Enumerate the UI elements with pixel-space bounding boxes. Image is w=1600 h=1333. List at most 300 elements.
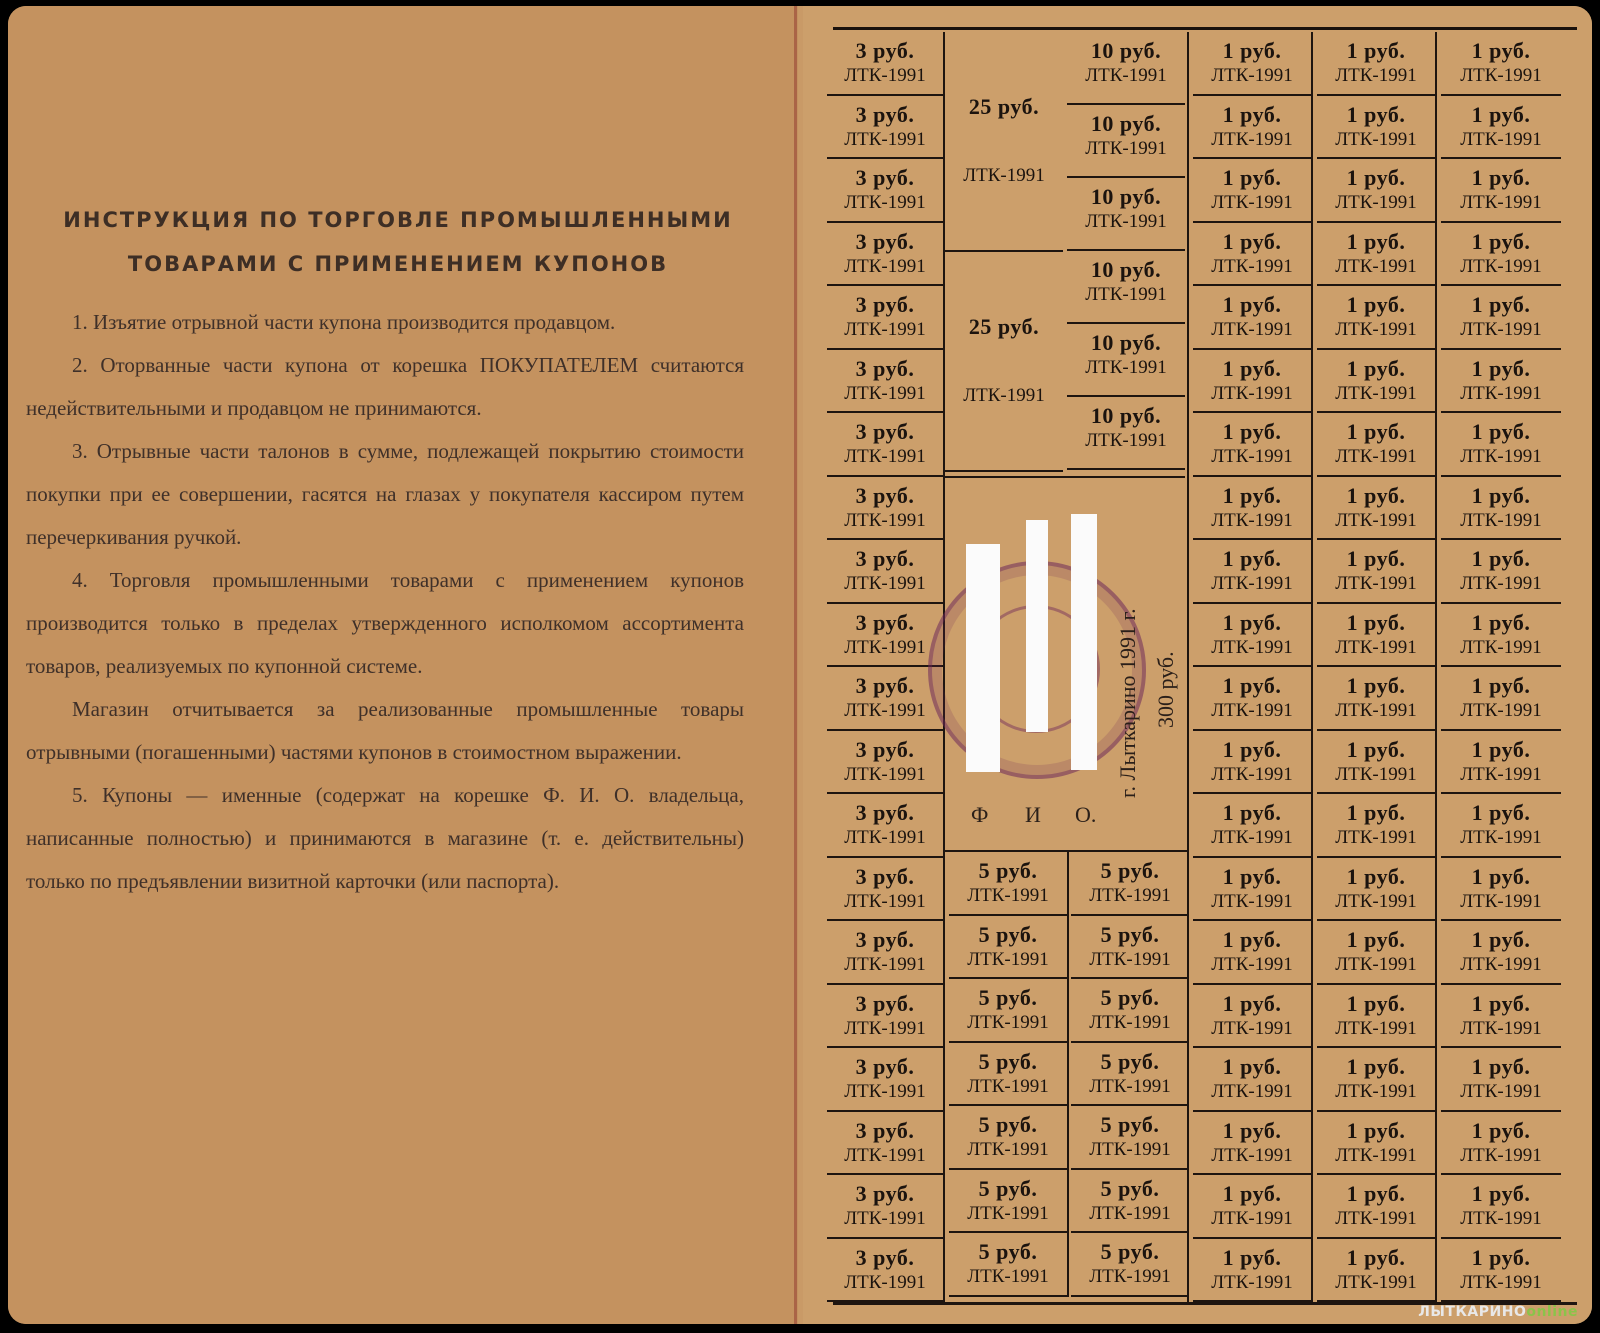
coupon-denomination: 10 руб.: [1090, 330, 1162, 355]
coupon-5rub: [949, 1043, 1069, 1107]
coupon-1rub: [1441, 223, 1561, 287]
coupon-series: ЛТК-1991: [1211, 1017, 1293, 1039]
coupon-3rub: [827, 1239, 945, 1303]
coupon-denomination: 5 руб.: [978, 1048, 1038, 1074]
coupon-series: ЛТК-1991: [967, 885, 1049, 906]
coupon-denomination: 25 руб.: [968, 94, 1040, 119]
coupon-denomination: 3 руб.: [855, 101, 915, 127]
coupon-denomination: 1 руб.: [1471, 38, 1531, 63]
coupon-denomination: 1 руб.: [1471, 419, 1531, 444]
coupon-denomination: 1 руб.: [1222, 736, 1282, 762]
coupon-series: ЛТК-1991: [1335, 509, 1417, 531]
coupon-3rub: [827, 985, 945, 1049]
instruction-paragraph-2: 2. Оторванные части купона от корешка ПОКУПАТЕЛЕМ считаются недействительными и продавцом не принимаются.: [26, 353, 744, 420]
coupon-denomination: 1 руб.: [1222, 101, 1282, 127]
coupon-5rub: [949, 916, 1069, 980]
coupon-series: ЛТК-1991: [1335, 192, 1417, 213]
coupon-series: ЛТК-1991: [1211, 890, 1293, 912]
coupon-series: ЛТК-1991: [967, 1202, 1049, 1224]
coupon-denomination: 1 руб.: [1346, 990, 1406, 1016]
coupon-1rub: [1317, 1112, 1437, 1176]
coupon-series: ЛТК-1991: [1335, 954, 1417, 975]
coupon-denomination: 10 руб.: [1090, 38, 1162, 63]
coupon-denomination: 3 руб.: [855, 863, 915, 889]
coupon-denomination: 1 руб.: [1471, 736, 1531, 762]
coupon-1rub: [1317, 32, 1437, 96]
coupon-series: ЛТК-1991: [1460, 1081, 1542, 1102]
coupon-denomination: 1 руб.: [1222, 609, 1282, 635]
coupon-denomination: 1 руб.: [1471, 101, 1531, 127]
coupon-series: ЛТК-1991: [844, 954, 926, 975]
coupon-1rub: [1193, 540, 1313, 604]
coupon-denomination: 10 руб.: [1090, 184, 1162, 209]
coupon-1rub: [1441, 1239, 1561, 1303]
coupon-3rub: [827, 286, 945, 350]
coupon-denomination: 3 руб.: [855, 165, 915, 190]
coupon-1rub: [1317, 540, 1437, 604]
coupon-denomination: 1 руб.: [1346, 1054, 1406, 1079]
instruction-paragraph-6: 5. Купоны — именные (содержат на корешке Ф. И. О. владельца, написанные полностью) и принимаются в магазине (т. е. действительны) только по предъявлении визитной карточки (или паспорта).: [26, 783, 744, 893]
coupon-denomination: 5 руб.: [978, 1239, 1038, 1264]
coupon-series: ЛТК-1991: [844, 1081, 926, 1102]
coupon-denomination: 5 руб.: [1100, 1112, 1160, 1137]
coupon-series: ЛТК-1991: [1211, 636, 1293, 658]
coupon-1rub: [1193, 1175, 1313, 1239]
coupon-series: ЛТК-1991: [963, 165, 1045, 186]
coupon-denomination: 3 руб.: [855, 927, 915, 952]
coupon-denomination: 1 руб.: [1222, 800, 1282, 825]
coupon-5rub: [1071, 1043, 1189, 1107]
coupon-1rub: [1317, 858, 1437, 922]
title-line-2: ТОВАРАМИ С ПРИМЕНЕНИЕМ КУПОНОВ: [127, 252, 669, 276]
coupon-5rub: [949, 979, 1069, 1043]
coupon-series: ЛТК-1991: [1335, 65, 1417, 86]
coupon-1rub: [1193, 1112, 1313, 1176]
coupon-denomination: 5 руб.: [1100, 921, 1160, 947]
coupon-denomination: 1 руб.: [1222, 863, 1282, 889]
coupon-5rub: [1071, 1233, 1189, 1297]
coupon-series: ЛТК-1991: [1085, 211, 1167, 232]
fio-i: И: [1025, 802, 1041, 827]
coupon-denomination: 3 руб.: [855, 38, 915, 63]
coupon-series: ЛТК-1991: [1460, 700, 1542, 721]
coupon-series: ЛТК-1991: [1211, 1081, 1293, 1102]
coupon-denomination: 1 руб.: [1471, 165, 1531, 190]
instructions-title: [38, 198, 758, 286]
column-rule: [1187, 32, 1189, 1302]
coupon-series: ЛТК-1991: [1089, 1075, 1171, 1097]
coupon-denomination: 3 руб.: [855, 990, 915, 1016]
coupon-series: ЛТК-1991: [1211, 954, 1293, 975]
coupon-denomination: 5 руб.: [1100, 858, 1160, 883]
coupon-series: ЛТК-1991: [1335, 636, 1417, 658]
instructions-text: [26, 301, 744, 903]
coupon-series: ЛТК-1991: [844, 128, 926, 150]
coupon-series: ЛТК-1991: [1211, 509, 1293, 531]
coupon-1rub: [1441, 604, 1561, 668]
coupon-series: ЛТК-1991: [1211, 1144, 1293, 1166]
coupon-series: ЛТК-1991: [1211, 382, 1293, 404]
coupon-denomination: 1 руб.: [1222, 1054, 1282, 1079]
coupon-series: ЛТК-1991: [1211, 827, 1293, 848]
coupon-series: ЛТК-1991: [1335, 890, 1417, 912]
coupon-10rub: [1067, 251, 1185, 324]
coupon-5rub: [1071, 979, 1189, 1043]
coupon-5rub: [949, 852, 1069, 916]
coupon-series: ЛТК-1991: [1460, 1208, 1542, 1229]
coupon-denomination: 1 руб.: [1222, 1181, 1282, 1206]
coupon-series: ЛТК-1991: [1211, 573, 1293, 594]
coupon-1rub: [1193, 96, 1313, 160]
coupon-series: ЛТК-1991: [844, 700, 926, 721]
stub-bottom-rule: [945, 850, 1189, 852]
instruction-paragraph-5: Магазин отчитывается за реализованные промышленные товары отрывными (погашенными) частями купонов в стоимостном выражении.: [26, 697, 744, 764]
coupon-denomination: 1 руб.: [1346, 165, 1406, 190]
coupon-denomination: 1 руб.: [1346, 800, 1406, 825]
coupon-denomination: 1 руб.: [1471, 990, 1531, 1016]
fold-line: [794, 6, 797, 1324]
coupon-1rub: [1441, 1175, 1561, 1239]
coupon-grid-top-rule: [833, 27, 1577, 30]
coupon-1rub: [1193, 32, 1313, 96]
instruction-paragraph-3: 3. Отрывные части талонов в сумме, подлежащей покрытию стоимости покупки при ее совершении, гасятся на глазах у покупателя кассиром путем перечеркивания ручкой.: [26, 439, 744, 549]
coupon-3rub: [827, 96, 945, 160]
coupon-denomination: 3 руб.: [855, 800, 915, 825]
coupon-series: ЛТК-1991: [1211, 255, 1293, 277]
coupon-series: ЛТК-1991: [1460, 827, 1542, 848]
coupon-series: ЛТК-1991: [1085, 357, 1167, 378]
coupon-3rub: [827, 604, 945, 668]
coupon-5rub: [1071, 1106, 1189, 1170]
coupon-denomination: 1 руб.: [1346, 546, 1406, 571]
coupon-1rub: [1193, 1048, 1313, 1112]
coupon-series: ЛТК-1991: [1211, 65, 1293, 86]
coupon-series: ЛТК-1991: [844, 1208, 926, 1229]
coupon-series: ЛТК-1991: [1335, 128, 1417, 150]
coupon-series: ЛТК-1991: [844, 446, 926, 467]
coupon-series: ЛТК-1991: [1335, 1208, 1417, 1229]
coupon-series: ЛТК-1991: [1335, 446, 1417, 467]
coupon-1rub: [1317, 96, 1437, 160]
coupon-1rub: [1441, 794, 1561, 858]
coupon-denomination: 1 руб.: [1222, 419, 1282, 444]
coupon-1rub: [1441, 159, 1561, 223]
coupon-1rub: [1317, 604, 1437, 668]
coupon-series: ЛТК-1991: [844, 509, 926, 531]
coupon-1rub: [1441, 921, 1561, 985]
coupon-3rub: [827, 1112, 945, 1176]
coupon-denomination: 25 руб.: [968, 314, 1040, 339]
coupon-denomination: 1 руб.: [1346, 1244, 1406, 1270]
coupon-series: ЛТК-1991: [1460, 255, 1542, 277]
instruction-paragraph-1: 1. Изъятие отрывной части купона производится продавцом.: [72, 310, 616, 334]
coupon-series: ЛТК-1991: [1335, 1144, 1417, 1166]
coupon-denomination: 3 руб.: [855, 419, 915, 444]
coupon-1rub: [1317, 985, 1437, 1049]
coupon-denomination: 1 руб.: [1471, 1054, 1531, 1079]
coupon-1rub: [1193, 794, 1313, 858]
coupon-series: ЛТК-1991: [844, 573, 926, 594]
coupon-10rub: [1067, 397, 1185, 470]
coupon-1rub: [1193, 477, 1313, 541]
coupon-denomination: 1 руб.: [1471, 863, 1531, 889]
coupon-1rub: [1317, 1175, 1437, 1239]
coupon-denomination: 5 руб.: [978, 858, 1038, 883]
coupon-series: ЛТК-1991: [967, 1075, 1049, 1097]
coupon-denomination: 1 руб.: [1346, 609, 1406, 635]
coupon-denomination: 1 руб.: [1222, 990, 1282, 1016]
coupon-1rub: [1193, 858, 1313, 922]
coupon-series: ЛТК-1991: [844, 382, 926, 404]
coupon-denomination: 1 руб.: [1222, 927, 1282, 952]
coupon-series: ЛТК-1991: [1460, 573, 1542, 594]
coupon-denomination: 1 руб.: [1222, 546, 1282, 571]
coupon-series: ЛТК-1991: [1089, 948, 1171, 970]
coupon-denomination: 1 руб.: [1471, 1244, 1531, 1270]
coupon-denomination: 1 руб.: [1471, 1181, 1531, 1206]
coupon-5rub: [1071, 1170, 1189, 1234]
coupon-denomination: 1 руб.: [1346, 736, 1406, 762]
stub-city-date: г. Лыткарино 1991 г.: [1115, 608, 1140, 798]
coupon-5rub: [949, 1233, 1069, 1297]
coupon-25rub: [945, 32, 1063, 252]
instruction-paragraph-4: 4. Торговля промышленными товарами с применением купонов производится только в пределах утвержденного исполкомом ассортимента товаров, реализуемых по купонной системе.: [26, 568, 744, 678]
coupon-series: ЛТК-1991: [1460, 763, 1542, 785]
coupon-series: ЛТК-1991: [1335, 1017, 1417, 1039]
coupon-1rub: [1441, 477, 1561, 541]
coupon-denomination: 5 руб.: [1100, 1239, 1160, 1264]
coupon-series: ЛТК-1991: [967, 1139, 1049, 1160]
coupon-series: ЛТК-1991: [1089, 1202, 1171, 1224]
coupon-1rub: [1193, 286, 1313, 350]
coupon-denomination: 3 руб.: [855, 1117, 915, 1143]
coupon-denomination: 1 руб.: [1471, 482, 1531, 508]
coupon-series: ЛТК-1991: [1211, 1208, 1293, 1229]
coupon-1rub: [1441, 540, 1561, 604]
coupon-series: ЛТК-1991: [1085, 284, 1167, 305]
coupon-series: ЛТК-1991: [963, 385, 1045, 406]
coupon-1rub: [1193, 921, 1313, 985]
coupon-3rub: [827, 350, 945, 414]
coupon-denomination: 5 руб.: [1100, 1048, 1160, 1074]
coupon-3rub: [827, 32, 945, 96]
coupon-series: ЛТК-1991: [1211, 1271, 1293, 1293]
coupon-3rub: [827, 858, 945, 922]
coupon-10rub: [1067, 32, 1185, 105]
instructions-panel: [8, 6, 798, 1324]
coupon-5rub: [1071, 916, 1189, 980]
coupon-3rub: [827, 794, 945, 858]
coupon-1rub: [1441, 1112, 1561, 1176]
coupon-series: ЛТК-1991: [1089, 1139, 1171, 1160]
coupon-1rub: [1193, 159, 1313, 223]
coupon-1rub: [1193, 731, 1313, 795]
coupon-1rub: [1441, 32, 1561, 96]
coupon-3rub: [827, 159, 945, 223]
coupon-series: ЛТК-1991: [1460, 1017, 1542, 1039]
coupon-1rub: [1317, 223, 1437, 287]
coupon-series: ЛТК-1991: [844, 1271, 926, 1293]
coupon-denomination: 3 руб.: [855, 292, 915, 317]
coupon-series: ЛТК-1991: [1460, 1271, 1542, 1293]
fio-f: Ф: [971, 802, 989, 827]
coupon-1rub: [1441, 350, 1561, 414]
coupon-series: ЛТК-1991: [1335, 1081, 1417, 1102]
coupon-denomination: 10 руб.: [1090, 403, 1162, 428]
coupon-denomination: 3 руб.: [855, 228, 915, 254]
coupon-1rub: [1317, 286, 1437, 350]
coupon-denomination: 1 руб.: [1222, 292, 1282, 317]
coupon-series: ЛТК-1991: [1460, 890, 1542, 912]
coupon-1rub: [1317, 794, 1437, 858]
coupon-denomination: 1 руб.: [1346, 1181, 1406, 1206]
coupon-series: ЛТК-1991: [1335, 573, 1417, 594]
coupon-1rub: [1441, 413, 1561, 477]
coupon-denomination: 5 руб.: [1100, 985, 1160, 1010]
coupon-denomination: 5 руб.: [978, 1175, 1038, 1201]
coupon-denomination: 1 руб.: [1471, 355, 1531, 381]
coupon-1rub: [1317, 477, 1437, 541]
coupon-denomination: 1 руб.: [1346, 927, 1406, 952]
coupon-denomination: 1 руб.: [1222, 1117, 1282, 1143]
redaction-bar: [1071, 514, 1097, 770]
watermark-brand: ЛЫТКАРИНО: [1418, 1304, 1527, 1320]
coupon-1rub: [1317, 1048, 1437, 1112]
coupon-denomination: 1 руб.: [1346, 482, 1406, 508]
coupon-denomination: 1 руб.: [1471, 673, 1531, 698]
coupon-denomination: 1 руб.: [1471, 228, 1531, 254]
coupon-series: ЛТК-1991: [1211, 192, 1293, 213]
coupon-series: ЛТК-1991: [967, 1266, 1049, 1287]
redaction-bar: [1026, 520, 1048, 732]
coupon-series: ЛТК-1991: [1211, 319, 1293, 340]
coupon-3rub: [827, 540, 945, 604]
coupon-denomination: 1 руб.: [1346, 1117, 1406, 1143]
coupon-grid: [803, 6, 1592, 1324]
coupon-denomination: 1 руб.: [1346, 863, 1406, 889]
coupon-1rub: [1441, 286, 1561, 350]
coupon-1rub: [1317, 350, 1437, 414]
coupon-series: ЛТК-1991: [844, 827, 926, 848]
coupon-series: ЛТК-1991: [1460, 65, 1542, 86]
coupon-denomination: 1 руб.: [1222, 165, 1282, 190]
coupon-3rub: [827, 921, 945, 985]
coupon-denomination: 1 руб.: [1222, 355, 1282, 381]
coupon-series: ЛТК-1991: [844, 255, 926, 277]
coupon-series: ЛТК-1991: [1335, 255, 1417, 277]
coupon-series: ЛТК-1991: [1085, 430, 1167, 451]
coupon-1rub: [1193, 985, 1313, 1049]
coupon-denomination: 1 руб.: [1471, 800, 1531, 825]
coupon-1rub: [1193, 1239, 1313, 1303]
coupon-series: ЛТК-1991: [844, 890, 926, 912]
fio-o: О.: [1075, 802, 1097, 827]
coupon-denomination: 1 руб.: [1471, 1117, 1531, 1143]
coupon-denomination: 3 руб.: [855, 355, 915, 381]
coupon-denomination: 5 руб.: [978, 1112, 1038, 1137]
coupon-1rub: [1441, 667, 1561, 731]
coupon-1rub: [1317, 731, 1437, 795]
coupon-series: ЛТК-1991: [1085, 65, 1167, 86]
coupon-series: ЛТК-1991: [967, 1012, 1049, 1033]
coupon-denomination: 1 руб.: [1346, 228, 1406, 254]
coupon-3rub: [827, 223, 945, 287]
coupon-series: ЛТК-1991: [1460, 509, 1542, 531]
coupon-panel: [803, 6, 1592, 1324]
coupon-10rub: [1067, 324, 1185, 397]
coupon-series: ЛТК-1991: [1460, 636, 1542, 658]
coupon-denomination: 3 руб.: [855, 1244, 915, 1270]
coupon-5rub: [949, 1170, 1069, 1234]
coupon-1rub: [1317, 921, 1437, 985]
stub-total: 300 руб.: [1153, 651, 1178, 728]
coupon-denomination: 1 руб.: [1346, 355, 1406, 381]
coupon-denomination: 3 руб.: [855, 1181, 915, 1206]
coupon-denomination: 1 руб.: [1471, 927, 1531, 952]
coupon-1rub: [1193, 223, 1313, 287]
coupon-series: ЛТК-1991: [844, 1017, 926, 1039]
coupon-series: ЛТК-1991: [1211, 700, 1293, 721]
coupon-denomination: 3 руб.: [855, 482, 915, 508]
coupon-denomination: 1 руб.: [1222, 482, 1282, 508]
coupon-sheet: [8, 6, 1592, 1324]
coupon-series: ЛТК-1991: [967, 948, 1049, 970]
coupon-series: ЛТК-1991: [1089, 1266, 1171, 1287]
coupon-denomination: 1 руб.: [1471, 292, 1531, 317]
coupon-3rub: [827, 731, 945, 795]
coupon-series: ЛТК-1991: [1460, 1144, 1542, 1166]
coupon-1rub: [1317, 667, 1437, 731]
coupon-25rub: [945, 252, 1063, 472]
coupon-series: ЛТК-1991: [1460, 954, 1542, 975]
coupon-series: ЛТК-1991: [1335, 382, 1417, 404]
coupon-denomination: 1 руб.: [1222, 1244, 1282, 1270]
coupon-3rub: [827, 1048, 945, 1112]
coupon-3rub: [827, 1175, 945, 1239]
coupon-series: ЛТК-1991: [1460, 192, 1542, 213]
coupon-series: ЛТК-1991: [1335, 700, 1417, 721]
coupon-1rub: [1441, 731, 1561, 795]
coupon-denomination: 3 руб.: [855, 673, 915, 698]
title-line-1: ИНСТРУКЦИЯ ПО ТОРГОВЛЕ ПРОМЫШЛЕННЫМИ: [63, 208, 733, 232]
coupon-series: ЛТК-1991: [1460, 446, 1542, 467]
watermark: [1418, 1304, 1578, 1320]
coupon-denomination: 3 руб.: [855, 546, 915, 571]
coupon-1rub: [1193, 667, 1313, 731]
coupon-10rub: [1067, 178, 1185, 251]
coupon-series: ЛТК-1991: [1089, 1012, 1171, 1033]
coupon-denomination: 10 руб.: [1090, 257, 1162, 282]
coupon-denomination: 3 руб.: [855, 609, 915, 635]
coupon-denomination: 1 руб.: [1471, 609, 1531, 635]
coupon-denomination: 1 руб.: [1222, 673, 1282, 698]
coupon-1rub: [1441, 96, 1561, 160]
coupon-series: ЛТК-1991: [844, 319, 926, 340]
coupon-series: ЛТК-1991: [1335, 827, 1417, 848]
coupon-denomination: 1 руб.: [1222, 38, 1282, 63]
coupon-series: ЛТК-1991: [1335, 763, 1417, 785]
coupon-series: ЛТК-1991: [1085, 138, 1167, 159]
coupon-series: ЛТК-1991: [1211, 763, 1293, 785]
coupon-denomination: 1 руб.: [1471, 546, 1531, 571]
coupon-denomination: 1 руб.: [1346, 292, 1406, 317]
stub-top-rule: [945, 476, 1185, 478]
coupon-1rub: [1317, 1239, 1437, 1303]
coupon-denomination: 1 руб.: [1346, 38, 1406, 63]
coupon-1rub: [1317, 159, 1437, 223]
coupon-denomination: 3 руб.: [855, 1054, 915, 1079]
coupon-series: ЛТК-1991: [844, 65, 926, 86]
